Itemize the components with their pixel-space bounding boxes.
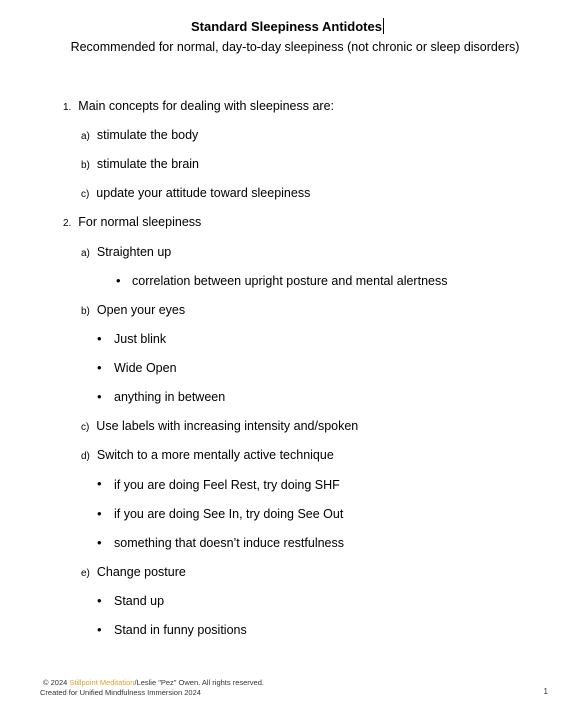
bullet-icon: • [97,535,102,550]
copyright-prefix: © 2024 [43,678,70,687]
list-item-2 [63,215,201,229]
list-item-text: stimulate the brain [96,157,199,171]
brand-name: Stillpoint Meditation [69,678,135,687]
bullet-icon: • [97,506,102,521]
list-item-text: Change posture [96,565,186,579]
list-item-text: update your attitude toward sleepiness [96,186,311,200]
list-marker: a) [81,131,90,142]
list-item-text: stimulate the body [96,128,199,142]
page-title-text: Standard Sleepiness Antidotes [191,19,382,34]
list-item-2a [81,245,171,259]
list-item-2e [81,565,186,579]
bullet-item: Stand in funny positions [114,623,247,637]
copyright-suffix: /Leslie "Pez" Owen. All rights reserved. [134,678,264,687]
bullet-item: anything in between [114,390,226,404]
bullet-icon: • [97,593,102,608]
list-item-text: Use labels with increasing intensity and/spoken [96,419,359,433]
bullet-item: Stand up [114,594,165,608]
list-item-1c [81,186,310,200]
bullet-icon: • [97,331,102,346]
list-item-1b [81,157,199,171]
list-marker: b) [81,306,90,317]
bullet-item: correlation between upright posture and mental alertness [132,274,448,288]
bullet-item: something that doesn’t induce restfulness [114,536,344,550]
text-cursor [383,18,384,34]
bullet-icon: • [97,360,102,375]
bullet-icon: • [116,273,121,288]
list-marker: c) [81,422,90,433]
list-item-1 [63,99,334,113]
list-item-text: Main concepts for dealing with sleepiness are: [78,99,334,113]
list-marker: d) [81,451,90,462]
list-marker: b) [81,160,90,171]
list-marker: 1. [63,102,72,113]
list-item-1a [81,128,198,142]
list-marker: 2. [63,218,72,229]
list-item-text: Open your eyes [96,303,186,317]
list-item-2b [81,303,185,317]
page-title [0,18,575,34]
bullet-icon: • [97,476,102,491]
list-marker: e) [81,568,90,579]
created-for-line: Created for Unified Mindfulness Immersion 2024 [40,688,201,697]
bullet-item: if you are doing See In, try doing See Out [114,507,344,521]
page-number: 1 [543,687,548,696]
list-item-2c [81,419,358,433]
bullet-item: Just blink [114,332,167,346]
bullet-item: Wide Open [114,361,177,375]
list-item-text: Straighten up [96,245,172,259]
list-item-text: Switch to a more mentally active technique [96,448,334,462]
bullet-item: if you are doing Feel Rest, try doing SHF [114,478,340,492]
bullet-icon: • [97,389,102,404]
bullet-icon: • [97,622,102,637]
copyright-line [43,678,264,687]
list-item-2d [81,448,334,462]
list-item-text: For normal sleepiness [78,215,202,229]
page-subtitle: Recommended for normal, day-to-day sleepiness (not chronic or sleep disorders) [70,40,520,54]
list-marker: a) [81,248,90,259]
list-marker: c) [81,189,90,200]
